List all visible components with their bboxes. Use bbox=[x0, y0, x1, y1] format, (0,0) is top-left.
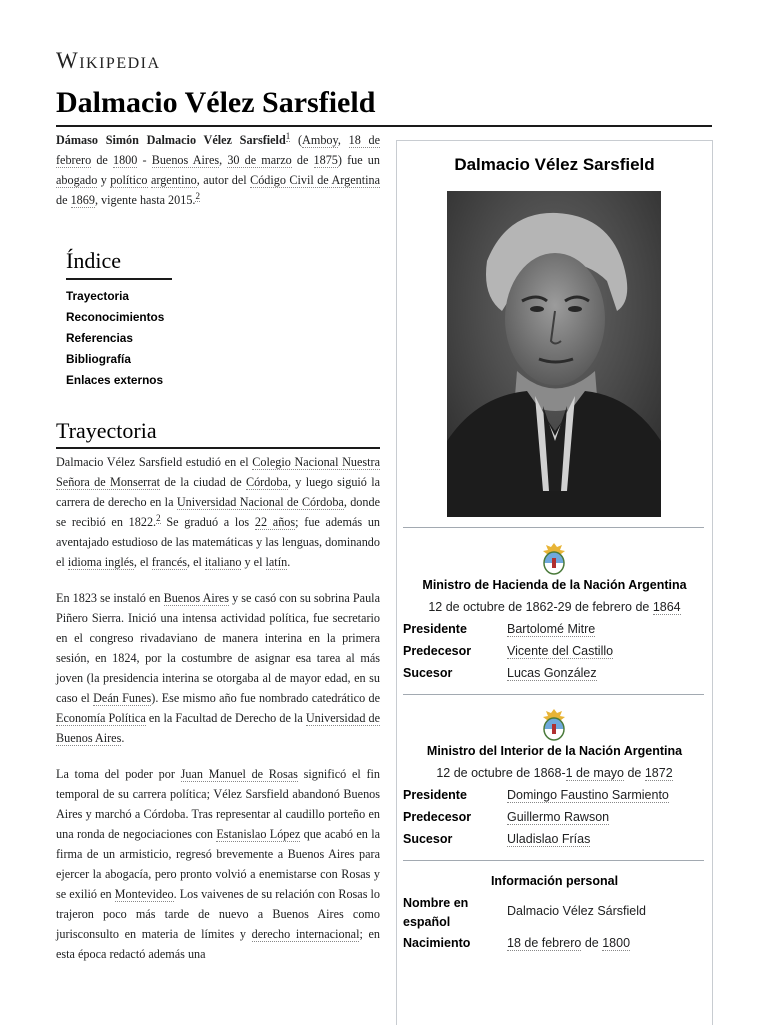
link-derecho-internacional[interactable]: derecho internacional bbox=[251, 927, 360, 941]
infobox-row bbox=[403, 832, 708, 854]
lead-text: , vigente hasta 2015. bbox=[94, 193, 196, 207]
link-birth-year[interactable]: 1800 bbox=[112, 153, 138, 167]
date-text: - bbox=[561, 766, 566, 780]
lead-text: ) fue un bbox=[337, 153, 380, 167]
ref-link-2[interactable]: 2 bbox=[195, 190, 200, 201]
link-birth-year-infobox[interactable]: 1800 bbox=[602, 936, 631, 950]
link-lucas-gonzalez[interactable]: Lucas González bbox=[507, 666, 597, 680]
link-guillermo-rawson[interactable]: Guillermo Rawson bbox=[507, 810, 610, 824]
infobox-row bbox=[403, 666, 708, 688]
infobox-row bbox=[403, 788, 708, 810]
infobox-label: Presidente bbox=[403, 622, 467, 636]
lead-text: ( bbox=[290, 133, 303, 147]
toc-item-trayectoria[interactable]: Trayectoria bbox=[66, 289, 129, 303]
link-cordoba[interactable]: Córdoba bbox=[245, 475, 288, 489]
wikipedia-logo[interactable]: Wikipedia bbox=[56, 48, 161, 73]
body-text: significó el fin temporal de su carrera política; Vélez Sarsfield abandonó Buenos Aires y marchó a Córdoba. Tras representar al caudillo porteño en una ronda de negociaciones con bbox=[56, 767, 380, 841]
body-text: de la ciudad de bbox=[160, 475, 246, 489]
infobox-label: Presidente bbox=[403, 788, 467, 802]
lead-text: de bbox=[91, 153, 113, 167]
link-idioma-ingles[interactable]: idioma inglés bbox=[67, 555, 134, 569]
infobox-title: Dalmacio Vélez Sarsfield bbox=[454, 155, 655, 174]
date-text: 12 de octubre de 1868 bbox=[436, 766, 562, 780]
date-text: -29 de febrero de bbox=[553, 600, 653, 614]
toc-item-bibliografia[interactable]: Bibliografía bbox=[66, 352, 131, 366]
body-text: que acabó en la firma de un armisticio, regresó brevemente a Buenos Aires para ejercer la abogacía, pero pronto volvió a enemistarse con Rosas y se exilió en bbox=[56, 827, 381, 901]
link-estanislao-lopez[interactable]: Estanislao López bbox=[216, 827, 301, 841]
infobox-label: Predecesor bbox=[403, 810, 472, 824]
link-domingo-sarmiento[interactable]: Domingo Faustino Sarmiento bbox=[507, 788, 669, 802]
link-amboy[interactable]: Amboy bbox=[302, 133, 338, 147]
link-dean-funes[interactable]: Deán Funes bbox=[93, 691, 152, 705]
link-22-anos[interactable]: 22 años bbox=[254, 515, 296, 529]
lead-text: y bbox=[97, 173, 111, 187]
link-latin[interactable]: latín bbox=[265, 555, 288, 569]
body-text: , el bbox=[186, 555, 205, 569]
link-italiano[interactable]: italiano bbox=[204, 555, 242, 569]
body-text: . Los vaivenes de su relación con Rosas lo trajeron poco más tarde de nuevo a Buenos Aires como jurisconsulto en materia de límites y bbox=[56, 887, 380, 941]
body-text: Dalmacio Vélez Sarsfield estudió en el bbox=[56, 455, 253, 469]
body-text: , el bbox=[133, 555, 152, 569]
infobox bbox=[396, 140, 713, 1025]
link-colegio-monserrat[interactable]: Colegio Nacional Nuestra Señora de Monserrat bbox=[56, 455, 380, 489]
link-politico[interactable]: político bbox=[110, 173, 148, 187]
argentina-coat-of-arms-icon bbox=[539, 707, 569, 741]
ref-link-1[interactable]: 1 bbox=[285, 130, 291, 141]
body-text: y se casó con su sobrina Paula Piñero Sierra. Inició una intensa actividad política, fue secretario en el congreso rivadaviano de manera interina en la primera sesión, en 1824, por la costumbre de asignar esa tarea al más joven (la presidencia interina se otorgaba al de mayor edad, en su caso el bbox=[56, 591, 380, 705]
body-text: ; fue además un aventajado estudioso de las matemáticas y las lenguas, dominando el bbox=[56, 515, 381, 569]
link-death-place[interactable]: Buenos Aires bbox=[151, 153, 220, 167]
toc-list bbox=[66, 286, 172, 391]
section-trayectoria bbox=[56, 452, 380, 980]
body-text: en la Facultad de Derecho de la bbox=[145, 711, 306, 725]
link-montevideo[interactable]: Montevideo bbox=[114, 887, 174, 901]
link-1872[interactable]: 1872 bbox=[644, 766, 673, 780]
link-uladislao-frias[interactable]: Uladislao Frías bbox=[507, 832, 591, 846]
portrait-image[interactable] bbox=[447, 191, 661, 517]
personal-info-heading: Información personal bbox=[490, 874, 619, 888]
body-text: La toma del poder por bbox=[56, 767, 181, 781]
infobox-label: Nombre en español bbox=[403, 896, 469, 929]
link-vicente-del-castillo[interactable]: Vicente del Castillo bbox=[507, 644, 614, 658]
lead-text: de bbox=[291, 153, 314, 167]
office-dates-hacienda bbox=[397, 600, 712, 614]
infobox-label: Predecesor bbox=[403, 644, 472, 658]
body-text: ). Ese mismo año fue nombrado catedrático de bbox=[151, 691, 380, 705]
argentina-coat-of-arms-icon bbox=[539, 541, 569, 575]
date-text: 12 de octubre de 1862 bbox=[428, 600, 554, 614]
body-text: , donde se recibió en 1822. bbox=[56, 495, 380, 529]
office-title-hacienda[interactable]: Ministro de Hacienda de la Nación Argentina bbox=[422, 578, 687, 592]
infobox-row bbox=[403, 936, 708, 958]
paragraph bbox=[56, 764, 380, 964]
body-text: ; en esta época redactó además una bbox=[56, 927, 380, 961]
link-universidad-buenos-aires[interactable]: Universidad de Buenos Aires bbox=[56, 711, 381, 745]
link-birth-date-infobox[interactable]: 18 de febrero bbox=[507, 936, 582, 950]
infobox-label: Sucesor bbox=[403, 832, 453, 846]
page-title: Dalmacio Vélez Sarsfield bbox=[56, 86, 376, 119]
date-text: de bbox=[623, 766, 645, 780]
link-economia-politica[interactable]: Economía Política bbox=[56, 711, 146, 725]
lead-paragraph bbox=[56, 130, 380, 210]
lead-text: , bbox=[337, 133, 349, 147]
link-juan-manuel-de-rosas[interactable]: Juan Manuel de Rosas bbox=[180, 767, 298, 781]
link-argentino[interactable]: argentino bbox=[150, 173, 197, 187]
office-dates-interior bbox=[397, 766, 712, 780]
body-text: , y luego siguió la carrera de derecho en la bbox=[56, 475, 381, 509]
infobox-divider bbox=[403, 860, 704, 861]
body-text: . bbox=[121, 731, 125, 745]
infobox-value: Dalmacio Vélez Sársfield bbox=[507, 904, 646, 918]
link-buenos-aires[interactable]: Buenos Aires bbox=[163, 591, 229, 605]
infobox-row bbox=[403, 622, 708, 644]
link-universidad-cordoba[interactable]: Universidad Nacional de Córdoba bbox=[176, 495, 344, 509]
link-abogado[interactable]: abogado bbox=[56, 173, 98, 187]
infobox-row bbox=[403, 644, 708, 666]
title-divider bbox=[56, 125, 712, 127]
body-text: En 1823 se instaló en bbox=[56, 591, 164, 605]
infobox-label: Sucesor bbox=[403, 666, 453, 680]
date-text: de bbox=[581, 936, 603, 950]
office-title-interior[interactable]: Ministro del Interior de la Nación Argentina bbox=[426, 744, 683, 758]
link-codigo-civil[interactable]: Código Civil de Argentina bbox=[250, 173, 380, 187]
link-death-date[interactable]: 30 de marzo bbox=[227, 153, 292, 167]
infobox-divider bbox=[403, 694, 704, 695]
link-codigo-year[interactable]: 1869 bbox=[70, 193, 95, 207]
paragraph bbox=[56, 452, 380, 572]
portrait-illustration bbox=[447, 191, 661, 517]
body-text: Se graduó a los bbox=[160, 515, 255, 529]
link-bartolome-mitre[interactable]: Bartolomé Mitre bbox=[507, 622, 596, 636]
toc-title: Índice bbox=[66, 248, 172, 280]
infobox-row bbox=[403, 810, 708, 832]
link-birth-date[interactable]: 18 de febrero bbox=[56, 133, 381, 167]
section-heading-trayectoria: Trayectoria bbox=[56, 418, 380, 449]
lead-text: de bbox=[56, 193, 71, 207]
body-text: y el bbox=[241, 555, 266, 569]
body-text: . bbox=[287, 555, 291, 569]
toc-item-enlaces-externos[interactable]: Enlaces externos bbox=[66, 373, 164, 387]
table-of-contents bbox=[66, 248, 172, 391]
link-1864[interactable]: 1864 bbox=[652, 600, 681, 614]
lead-text: , autor del bbox=[196, 173, 251, 187]
infobox-divider bbox=[403, 527, 704, 528]
link-1-de-mayo[interactable]: 1 de mayo bbox=[565, 766, 624, 780]
link-frances[interactable]: francés bbox=[151, 555, 187, 569]
infobox-value bbox=[507, 936, 630, 950]
paragraph bbox=[56, 588, 380, 748]
infobox-row bbox=[403, 894, 708, 934]
infobox-label: Nacimiento bbox=[403, 936, 471, 950]
lead-bold-name: Dámaso Simón Dalmacio Vélez Sarsfield bbox=[56, 133, 286, 147]
lead-text: - bbox=[137, 153, 152, 167]
lead-text: , bbox=[219, 153, 228, 167]
link-death-year[interactable]: 1875 bbox=[313, 153, 338, 167]
toc-item-referencias[interactable]: Referencias bbox=[66, 331, 133, 345]
toc-item-reconocimientos[interactable]: Reconocimientos bbox=[66, 310, 165, 324]
ref-link-2b[interactable]: 2 bbox=[156, 512, 161, 523]
